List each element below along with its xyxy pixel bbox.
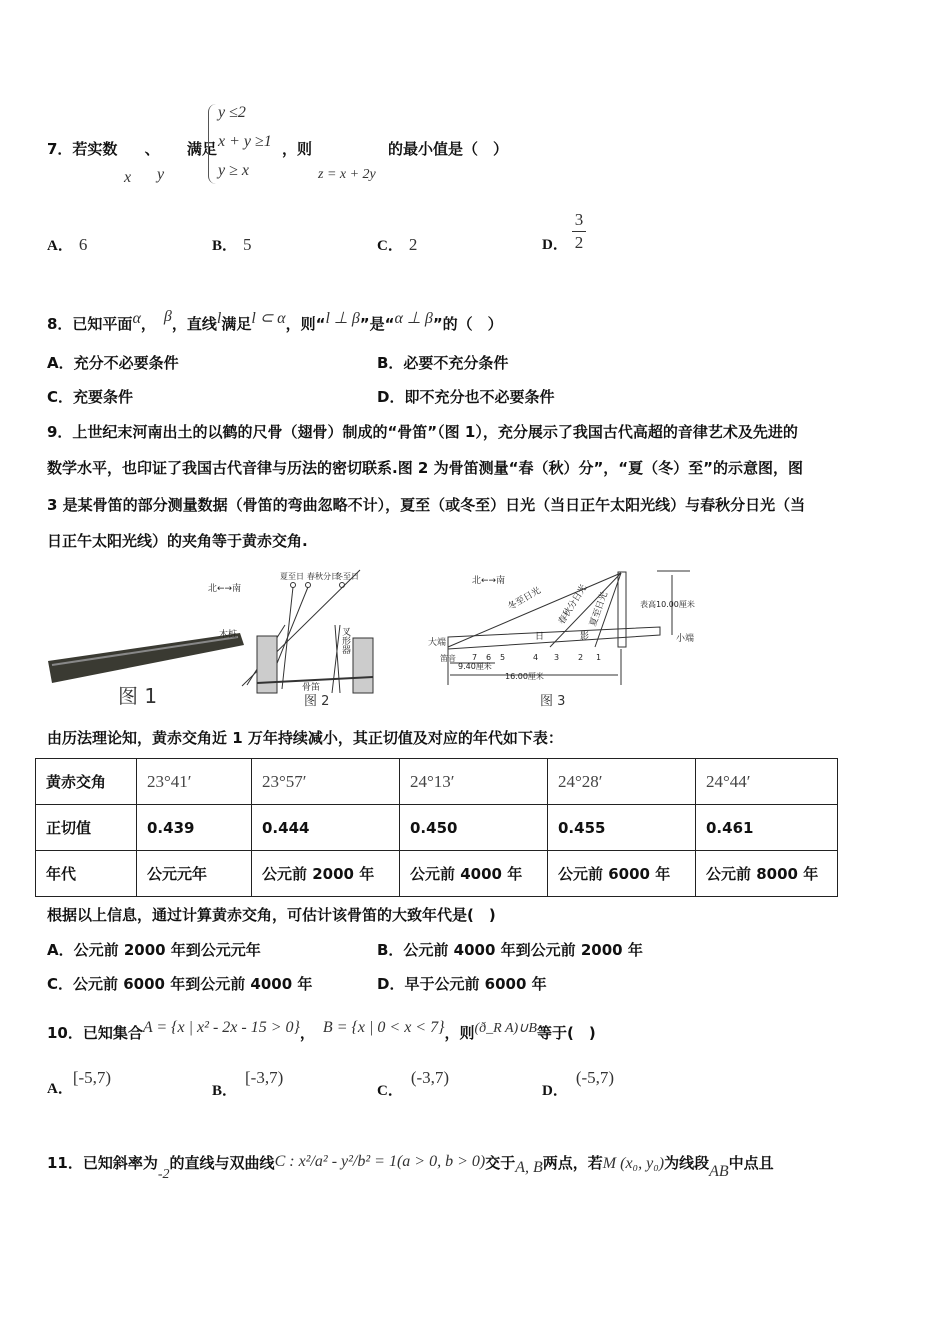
svg-text:9.40厘米: 9.40厘米 [458, 662, 492, 671]
q10-stem: 10．已知集合A = {x | x² - 2x - 15 > 0}， B = {x | 0 < x < 7}，则(ð_R A)∪B等于( ) [47, 1019, 596, 1042]
q7-cond2: x + y ≥1 [218, 133, 272, 150]
q7-cond1: y ≤2 [218, 104, 246, 121]
q10-option-b[interactable]: B．[-3,7) [212, 1068, 284, 1099]
q7-option-d[interactable]: D． [542, 237, 568, 253]
svg-text:冬至日光: 冬至日光 [506, 585, 543, 613]
svg-text:7: 7 [472, 653, 478, 662]
q7-text: 7．若实数 [47, 140, 118, 158]
q10-option-d[interactable]: D．(-5,7) [542, 1068, 615, 1099]
obliquity-table [35, 758, 838, 897]
q10-option-c[interactable]: C．(-3,7) [377, 1068, 450, 1099]
svg-text:北←→南: 北←→南 [208, 584, 242, 594]
q9-question: 根据以上信息，通过计算黄赤交角，可估计该骨笛的大致年代是( ) [47, 906, 496, 924]
q8-option-d[interactable]: D．即不充分也不必要条件 [377, 388, 555, 406]
q7-stem [47, 139, 217, 159]
q9-option-d[interactable]: D．早于公元前 6000 年 [377, 975, 547, 993]
q9-line: 9．上世纪末河南出土的以鹤的尺骨（翅骨）制成的“骨笛”（图 1），充分展示了我国古代高超的音律艺术及先进的 [47, 423, 798, 441]
q7-text: 满足 [186, 140, 217, 158]
q7-cond3: y ≥ x [218, 162, 249, 179]
q9-option-a[interactable]: A．公元前 2000 年到公元元年 [47, 941, 261, 959]
svg-text:影: 影 [580, 632, 590, 642]
q9-line: 日正午太阳光线）的夹角等于黄赤交角. [47, 532, 308, 550]
q7-var-y: y [157, 166, 165, 183]
figure-2-diagram [208, 570, 373, 709]
q7-expr: z = x + 2y [318, 167, 376, 182]
svg-text:笛音: 笛音 [440, 654, 456, 663]
q9-option-c[interactable]: C．公元前 6000 年到公元前 4000 年 [47, 975, 313, 993]
q7-var-x: x [124, 169, 132, 186]
svg-text:春秋分日光: 春秋分日光 [557, 583, 590, 627]
figure-1-caption: 图 1 [118, 684, 158, 708]
svg-text:1: 1 [596, 653, 602, 662]
q7-option-b[interactable]: B． 5 [212, 235, 252, 254]
svg-text:2: 2 [578, 653, 584, 662]
svg-text:叉形器: 叉形器 [340, 627, 350, 654]
svg-text:木桩: 木桩 [219, 630, 238, 640]
q7-sep: 、 [144, 140, 160, 158]
svg-text:日: 日 [535, 632, 545, 642]
q8-option-c[interactable]: C．充要条件 [47, 388, 134, 406]
svg-text:大端: 大端 [428, 638, 447, 648]
svg-text:16.00厘米: 16.00厘米 [505, 672, 544, 681]
q7-text: ，则 [282, 140, 313, 158]
q8-option-b[interactable]: B．必要不充分条件 [377, 354, 509, 372]
table-row: 黄赤交角 23°41′ 23°57′ 24°13′ 24°28′ 24°44′ [36, 759, 838, 805]
svg-text:夏至日: 夏至日 [280, 572, 304, 581]
q7-option-c[interactable]: C． 2 [377, 235, 418, 254]
svg-text:5: 5 [500, 653, 506, 662]
figure-3-diagram [428, 571, 695, 709]
q9-figures [40, 565, 700, 715]
svg-text:冬至日: 冬至日 [335, 572, 359, 581]
q11-stem: 11．已知斜率为-2的直线与双曲线C : x²/a² - y²/b² = 1(a > 0, b > 0)交于A, B两点，若M (x₀, y₀)为线段AB中点且 [47, 1153, 774, 1182]
svg-text:小端: 小端 [676, 634, 695, 644]
q9-line: 3 是某骨笛的部分测量数据（骨笛的弯曲忽略不计），夏至（或冬至）日光（当日正午太阳光线）与春秋分日光（当 [47, 496, 806, 514]
svg-text:4: 4 [533, 653, 539, 662]
figure-1-bone-flute [48, 633, 244, 708]
svg-text:夏至日光: 夏至日光 [588, 590, 611, 629]
q7-option-d-fraction: 3 2 [572, 210, 586, 253]
q9-line: 数学水平，也印证了我国古代音律与历法的密切联系.图 2 为骨笛测量“春（秋）分”，“夏（冬）至”的示意图，图 [47, 459, 804, 477]
q9-intro: 由历法理论知，黄赤交角近 1 万年持续减小，其正切值及对应的年代如下表： [47, 729, 563, 747]
q7-text: 的最小值是（ ） [388, 140, 509, 158]
q7-brace [208, 104, 217, 184]
svg-text:骨笛: 骨笛 [302, 683, 321, 693]
table-row: 正切值 0.439 0.444 0.450 0.455 0.461 [36, 805, 838, 851]
figure-2-caption: 图 2 [304, 694, 330, 709]
svg-text:春秋分日: 春秋分日 [307, 572, 339, 581]
svg-text:北←→南: 北←→南 [472, 576, 506, 586]
figure-3-caption: 图 3 [540, 694, 566, 709]
svg-text:表高10.00厘米: 表高10.00厘米 [640, 600, 695, 609]
q9-option-b[interactable]: B．公元前 4000 年到公元前 2000 年 [377, 941, 643, 959]
table-row: 年代 公元元年 公元前 2000 年 公元前 4000 年 公元前 6000 年 公元前 8000 年 [36, 851, 838, 897]
q7-option-a[interactable]: A． 6 [47, 235, 88, 254]
svg-text:6: 6 [486, 653, 492, 662]
q8-option-a[interactable]: A．充分不必要条件 [47, 354, 179, 372]
q10-option-a[interactable]: A．[-5,7) [47, 1068, 112, 1097]
q8-stem: 8．已知平面α， β，直线l满足l ⊂ α，则“l ⊥ β”是“α ⊥ β”的（ ） [47, 308, 503, 333]
svg-text:3: 3 [554, 653, 560, 662]
